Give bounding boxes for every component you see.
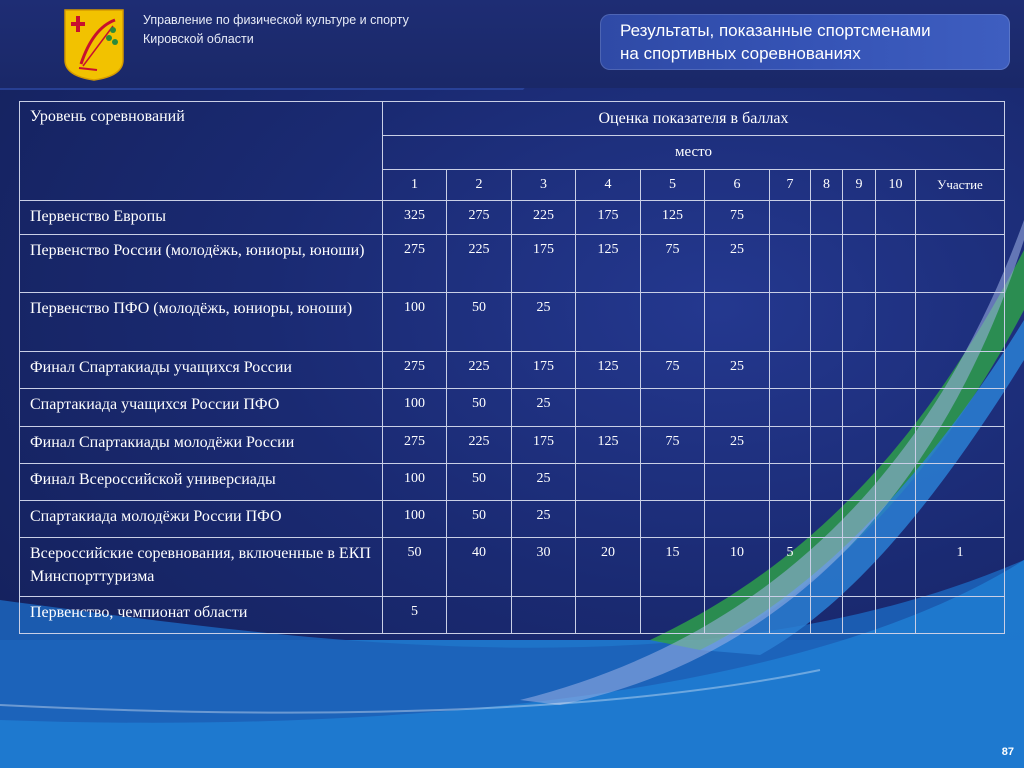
score-cell bbox=[811, 427, 843, 464]
score-cell: 10 bbox=[705, 538, 770, 597]
score-cell bbox=[843, 235, 876, 293]
score-cell: 100 bbox=[383, 293, 447, 352]
score-cell bbox=[876, 427, 916, 464]
score-cell: 225 bbox=[512, 201, 576, 235]
score-cell bbox=[916, 597, 1005, 634]
score-cell: 25 bbox=[512, 293, 576, 352]
organization-name bbox=[143, 11, 473, 49]
score-cell bbox=[811, 538, 843, 597]
score-cell bbox=[576, 464, 641, 501]
place-number-header: 7 bbox=[770, 170, 811, 201]
score-cell bbox=[705, 293, 770, 352]
score-cell bbox=[770, 501, 811, 538]
score-cell bbox=[876, 293, 916, 352]
score-cell bbox=[916, 389, 1005, 427]
place-header: место bbox=[383, 136, 1005, 170]
score-cell: 50 bbox=[383, 538, 447, 597]
score-cell: 225 bbox=[447, 352, 512, 389]
score-cell bbox=[705, 389, 770, 427]
score-cell: 125 bbox=[576, 427, 641, 464]
score-cell bbox=[916, 501, 1005, 538]
table-row bbox=[20, 352, 1005, 389]
score-cell bbox=[811, 597, 843, 634]
score-cell bbox=[843, 201, 876, 235]
competition-level: Финал Спартакиады учащихся России bbox=[20, 352, 383, 389]
score-cell: 15 bbox=[641, 538, 705, 597]
score-cell bbox=[705, 597, 770, 634]
score-cell: 50 bbox=[447, 293, 512, 352]
level-header: Уровень соревнований bbox=[20, 102, 383, 201]
competition-level: Финал Спартакиады молодёжи России bbox=[20, 427, 383, 464]
competition-level: Первенство, чемпионат области bbox=[20, 597, 383, 634]
score-cell bbox=[770, 464, 811, 501]
score-cell bbox=[641, 389, 705, 427]
score-cell bbox=[843, 293, 876, 352]
score-cell: 175 bbox=[576, 201, 641, 235]
score-cell: 50 bbox=[447, 389, 512, 427]
score-cell bbox=[811, 201, 843, 235]
competition-level: Первенство России (молодёжь, юниоры, юноши) bbox=[20, 235, 383, 293]
score-cell bbox=[843, 538, 876, 597]
score-cell: 225 bbox=[447, 235, 512, 293]
competition-level: Первенство ПФО (молодёжь, юниоры, юноши) bbox=[20, 293, 383, 352]
score-cell: 125 bbox=[576, 235, 641, 293]
score-cell bbox=[843, 352, 876, 389]
score-cell bbox=[843, 427, 876, 464]
place-number-header: 9 bbox=[843, 170, 876, 201]
competition-level: Спартакиада учащихся России ПФО bbox=[20, 389, 383, 427]
score-cell bbox=[843, 464, 876, 501]
score-cell bbox=[705, 501, 770, 538]
score-cell bbox=[876, 501, 916, 538]
score-cell bbox=[641, 597, 705, 634]
place-number-header: 2 bbox=[447, 170, 512, 201]
page-number: 87 bbox=[1001, 746, 1014, 758]
score-cell bbox=[811, 235, 843, 293]
score-cell bbox=[811, 293, 843, 352]
score-cell bbox=[770, 201, 811, 235]
score-cell: 275 bbox=[383, 427, 447, 464]
score-cell bbox=[576, 293, 641, 352]
score-header: Оценка показателя в баллах bbox=[383, 102, 1005, 136]
score-cell bbox=[876, 538, 916, 597]
score-cell: 175 bbox=[512, 235, 576, 293]
competition-level: Первенство Европы bbox=[20, 201, 383, 235]
score-cell: 75 bbox=[641, 235, 705, 293]
place-number-header: 8 bbox=[811, 170, 843, 201]
score-cell: 100 bbox=[383, 389, 447, 427]
score-cell: 1 bbox=[916, 538, 1005, 597]
score-cell bbox=[876, 597, 916, 634]
score-cell: 225 bbox=[447, 427, 512, 464]
score-cell bbox=[576, 597, 641, 634]
score-cell: 5 bbox=[383, 597, 447, 634]
score-cell: 30 bbox=[512, 538, 576, 597]
table-row bbox=[20, 201, 1005, 235]
score-cell: 25 bbox=[512, 501, 576, 538]
table-row bbox=[20, 389, 1005, 427]
score-cell bbox=[876, 389, 916, 427]
score-cell bbox=[843, 389, 876, 427]
participation-header: Участие bbox=[916, 170, 1005, 201]
score-cell bbox=[811, 464, 843, 501]
score-cell bbox=[770, 293, 811, 352]
score-cell: 25 bbox=[705, 427, 770, 464]
score-cell: 5 bbox=[770, 538, 811, 597]
title-line-1: Результаты, показанные спортсменами bbox=[620, 21, 931, 40]
table-row bbox=[20, 538, 1005, 597]
competition-level: Финал Всероссийской универсиады bbox=[20, 464, 383, 501]
score-cell bbox=[916, 427, 1005, 464]
kirov-oblast-coat-of-arms-icon bbox=[63, 8, 125, 82]
score-cell bbox=[770, 235, 811, 293]
score-cell bbox=[916, 201, 1005, 235]
score-cell bbox=[916, 464, 1005, 501]
place-number-header: 1 bbox=[383, 170, 447, 201]
competition-level: Всероссийские соревнования, включенные в ЕКП Минспорттуризма bbox=[20, 538, 383, 597]
title-line-2: на спортивных соревнованиях bbox=[620, 44, 861, 63]
score-cell: 125 bbox=[576, 352, 641, 389]
table-row bbox=[20, 464, 1005, 501]
score-cell bbox=[916, 293, 1005, 352]
score-cell: 175 bbox=[512, 427, 576, 464]
score-cell: 275 bbox=[383, 352, 447, 389]
score-cell bbox=[641, 501, 705, 538]
score-cell bbox=[811, 389, 843, 427]
table-row bbox=[20, 235, 1005, 293]
results-table bbox=[19, 101, 1005, 634]
score-cell bbox=[916, 352, 1005, 389]
score-cell: 125 bbox=[641, 201, 705, 235]
score-cell bbox=[843, 597, 876, 634]
score-cell: 100 bbox=[383, 464, 447, 501]
score-cell: 50 bbox=[447, 464, 512, 501]
score-cell bbox=[705, 464, 770, 501]
score-cell bbox=[447, 597, 512, 634]
score-cell bbox=[770, 427, 811, 464]
score-cell bbox=[843, 501, 876, 538]
score-cell bbox=[811, 352, 843, 389]
score-cell: 75 bbox=[705, 201, 770, 235]
score-cell: 25 bbox=[705, 235, 770, 293]
score-cell: 25 bbox=[512, 464, 576, 501]
org-line-1: Управление по физической культуре и спорту bbox=[143, 13, 409, 27]
org-line-2: Кировской области bbox=[143, 32, 254, 46]
score-cell: 25 bbox=[512, 389, 576, 427]
score-cell bbox=[576, 389, 641, 427]
score-cell: 25 bbox=[705, 352, 770, 389]
place-number-header: 3 bbox=[512, 170, 576, 201]
table-row bbox=[20, 501, 1005, 538]
score-cell bbox=[770, 389, 811, 427]
score-cell: 75 bbox=[641, 352, 705, 389]
table-row bbox=[20, 597, 1005, 634]
score-cell: 100 bbox=[383, 501, 447, 538]
score-cell: 40 bbox=[447, 538, 512, 597]
place-number-header: 4 bbox=[576, 170, 641, 201]
score-cell bbox=[641, 293, 705, 352]
score-cell: 20 bbox=[576, 538, 641, 597]
score-cell bbox=[770, 597, 811, 634]
score-cell: 75 bbox=[641, 427, 705, 464]
score-cell: 325 bbox=[383, 201, 447, 235]
table-row bbox=[20, 427, 1005, 464]
score-cell: 175 bbox=[512, 352, 576, 389]
table-row bbox=[20, 293, 1005, 352]
score-cell bbox=[512, 597, 576, 634]
score-cell: 50 bbox=[447, 501, 512, 538]
score-cell bbox=[576, 501, 641, 538]
score-cell bbox=[770, 352, 811, 389]
score-cell bbox=[876, 464, 916, 501]
score-cell bbox=[876, 201, 916, 235]
score-cell bbox=[641, 464, 705, 501]
competition-level: Спартакиада молодёжи России ПФО bbox=[20, 501, 383, 538]
place-number-header: 6 bbox=[705, 170, 770, 201]
score-cell bbox=[916, 235, 1005, 293]
score-cell bbox=[876, 235, 916, 293]
score-cell: 275 bbox=[447, 201, 512, 235]
score-cell: 275 bbox=[383, 235, 447, 293]
place-number-header: 10 bbox=[876, 170, 916, 201]
score-cell bbox=[876, 352, 916, 389]
slide-title bbox=[620, 19, 1000, 65]
score-cell bbox=[811, 501, 843, 538]
place-number-header: 5 bbox=[641, 170, 705, 201]
